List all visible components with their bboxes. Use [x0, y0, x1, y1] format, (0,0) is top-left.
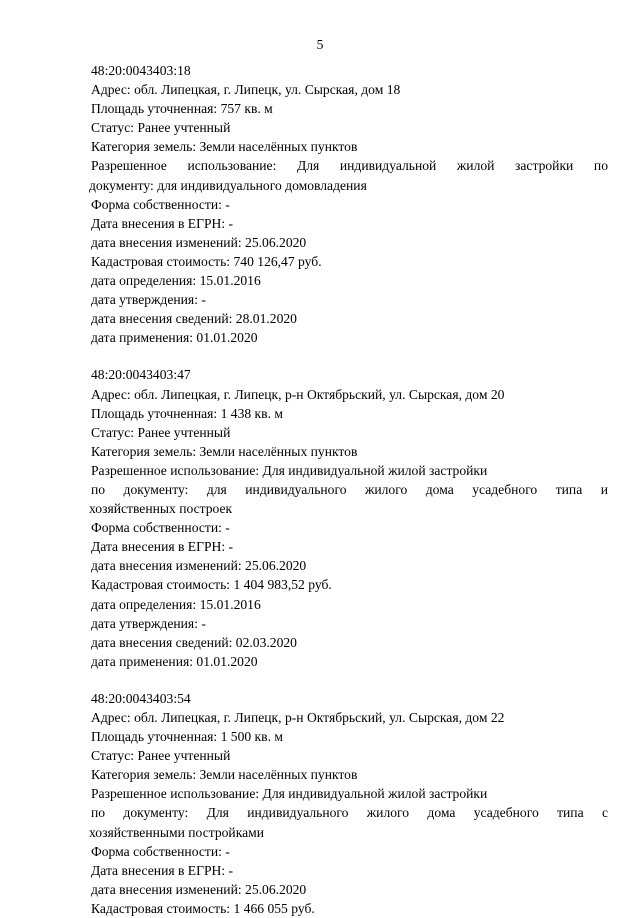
area: Площадь уточненная: 1 438 кв. м	[91, 405, 283, 421]
ownership-form: Форма собственности: -	[91, 520, 230, 536]
cadastral-value: Кадастровая стоимость: 740 126,47 руб.	[91, 253, 322, 269]
approval-date: дата утверждения: -	[91, 615, 206, 631]
cadastral-value: Кадастровая стоимость: 1 466 055 руб.	[91, 900, 315, 916]
land-plot-record-18	[91, 61, 608, 347]
land-category: Категория земель: Земли населённых пунктов	[91, 139, 358, 155]
document-body	[91, 61, 608, 918]
area: Площадь уточненная: 1 500 кв. м	[91, 729, 283, 745]
change-date: дата внесения изменений: 25.06.2020	[91, 234, 307, 250]
cadastral-value: Кадастровая стоимость: 1 404 983,52 руб.	[91, 577, 332, 593]
permitted-use-line-1: Разрешенное использование: Для индивидуальной жилой застройки	[91, 786, 488, 802]
status: Статус: Ранее учтенный	[91, 424, 231, 440]
determination-date: дата определения: 15.01.2016	[91, 273, 261, 289]
info-date: дата внесения сведений: 02.03.2020	[91, 634, 297, 650]
permitted-use-line-3: хозяйственных построек	[89, 501, 233, 517]
egrn-date: Дата внесения в ЕГРН: -	[91, 862, 234, 878]
page-number: 5	[316, 37, 324, 52]
permitted-use-line-1: Разрешенное использование: Для индивидуальной жилой застройки	[91, 462, 488, 478]
change-date: дата внесения изменений: 25.06.2020	[91, 881, 307, 897]
address: Адрес: обл. Липецкая, г. Липецк, р-н Октябрьский, ул. Сырская, дом 22	[91, 710, 505, 725]
permitted-use-line-3: хозяйственными постройками	[89, 824, 265, 840]
land-plot-record-54	[91, 689, 608, 918]
approval-date: дата утверждения: -	[91, 292, 206, 308]
egrn-date: Дата внесения в ЕГРН: -	[91, 539, 234, 555]
land-category: Категория земель: Земли населённых пунктов	[91, 767, 358, 783]
application-date: дата применения: 01.01.2020	[91, 330, 258, 346]
address: Адрес: обл. Липецкая, г. Липецк, ул. Сырская, дом 18	[91, 82, 401, 98]
area: Площадь уточненная: 757 кв. м	[91, 101, 273, 117]
ownership-form: Форма собственности: -	[91, 196, 230, 212]
address: Адрес: обл. Липецкая, г. Липецк, р-н Октябрьский, ул. Сырская, дом 20	[91, 386, 505, 402]
info-date: дата внесения сведений: 28.01.2020	[91, 311, 297, 327]
status: Статус: Ранее учтенный	[91, 120, 231, 136]
permitted-use-line-2: по документу: для индивидуального жилого дома усадебного типа и	[91, 481, 608, 497]
cadastral-number: 48:20:0043403:47	[91, 367, 191, 383]
land-category: Категория земель: Земли населённых пунктов	[91, 443, 358, 459]
application-date: дата применения: 01.01.2020	[91, 653, 258, 669]
cadastral-number: 48:20:0043403:18	[91, 63, 191, 78]
egrn-date: Дата внесения в ЕГРН: -	[91, 215, 234, 231]
determination-date: дата определения: 15.01.2016	[91, 596, 261, 612]
cadastral-number: 48:20:0043403:54	[91, 690, 191, 706]
land-plot-record-47	[91, 365, 608, 671]
ownership-form: Форма собственности: -	[91, 843, 230, 859]
permitted-use-line-2: документу: для индивидуального домовладения	[89, 177, 367, 193]
permitted-use-line-2: по документу: Для индивидуального жилого дома усадебного типа с	[91, 805, 608, 821]
change-date: дата внесения изменений: 25.06.2020	[91, 558, 307, 574]
permitted-use-line-1: Разрешенное использование: Для индивидуальной жилой застройки по	[91, 158, 608, 174]
status: Статус: Ранее учтенный	[91, 748, 231, 764]
